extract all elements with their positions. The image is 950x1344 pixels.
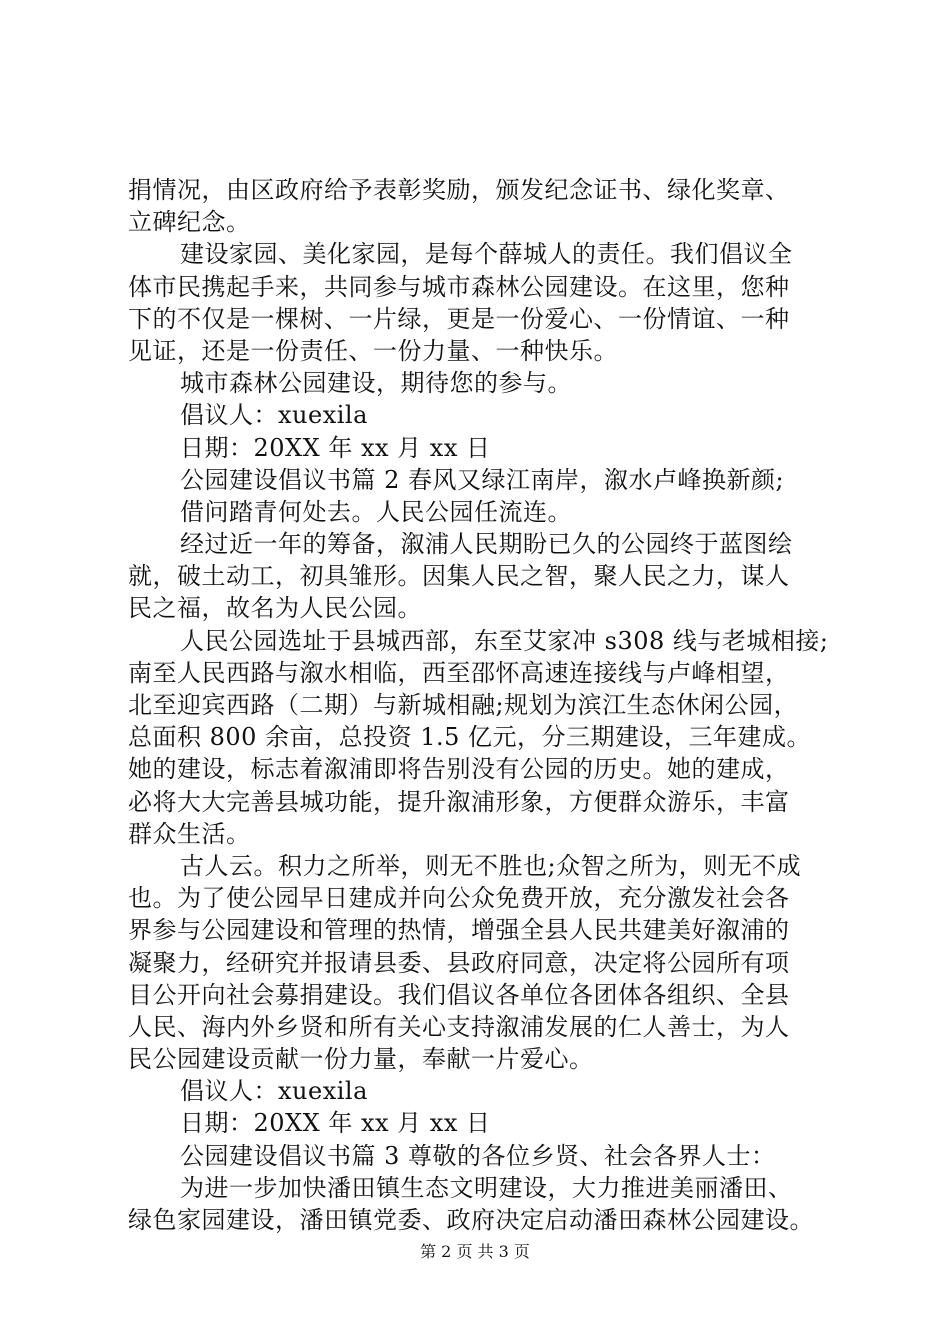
- text-line: 捐情况，由区政府给予表彰奖励，颁发纪念证书、绿化奖章、: [128, 176, 790, 204]
- text-line: 她的建设，标志着溆浦即将告别没有公园的历史。她的建成，: [128, 755, 790, 784]
- text-line: 见证，还是一份责任、一份力量、一种快乐。: [128, 336, 618, 365]
- text-line: 民之福，故名为人民公园。: [128, 594, 422, 623]
- text-line: 倡议人：xuexila: [180, 401, 368, 430]
- text-line: 必将大大完善县城功能，提升溆浦形象，方便群众游乐，丰富: [128, 787, 790, 816]
- text-line: 就，破土动工，初具雏形。因集人民之智，聚人民之力，谋人: [128, 562, 790, 591]
- text-line: 人民公园选址于县城西部，东至艾家冲 s308 线与老城相接;: [180, 626, 829, 655]
- text-line: 凝聚力，经研究并报请县委、县政府同意，决定将公园所有项: [128, 948, 790, 977]
- document-body: [128, 174, 848, 1236]
- text-line: 南至人民西路与溆水相临，西至邵怀高速连接线与卢峰相望，: [128, 658, 790, 687]
- text-line: 古人云。积力之所举，则无不胜也;众智之所为，则无不成: [180, 851, 802, 880]
- text-line: 目公开向社会募捐建设。我们倡议各单位各团体各组织、全县: [128, 980, 790, 1009]
- text-line: 绿色家园建设，潘田镇党委、政府决定启动潘田森林公园建设。: [128, 1206, 814, 1234]
- text-line: 人民、海内外乡贤和所有关心支持溆浦发展的仁人善士，为人: [128, 1012, 790, 1041]
- text-line: 借问踏青何处去。人民公园任流连。: [180, 497, 572, 526]
- text-line: 公园建设倡议书篇 2 春风又绿江南岸，溆水卢峰换新颜;: [180, 465, 785, 494]
- text-line: 日期：20XX 年 xx 月 xx 日: [180, 433, 491, 462]
- text-line: 群众生活。: [128, 819, 251, 848]
- page-footer: 第 2 页 共 3 页: [420, 1242, 530, 1261]
- text-line: 经过近一年的筹备，溆浦人民期盼已久的公园终于蓝图绘: [180, 530, 793, 559]
- text-line: 体市民携起手来，共同参与城市森林公园建设。在这里，您种: [128, 272, 790, 301]
- text-line: 公园建设倡议书篇 3 尊敬的各位乡贤、社会各界人士：: [180, 1141, 776, 1170]
- text-line: 城市森林公园建设，期待您的参与。: [180, 369, 572, 398]
- text-line: 日期：20XX 年 xx 月 xx 日: [180, 1109, 491, 1138]
- text-line: 下的不仅是一棵树、一片绿，更是一份爱心、一份情谊、一种: [128, 304, 790, 333]
- text-line: 立碑纪念。: [128, 208, 251, 237]
- text-line: 为进一步加快潘田镇生态文明建设，大力推进美丽潘田、: [180, 1173, 793, 1202]
- text-line: 也。为了使公园早日建成并向公众免费开放，充分激发社会各: [128, 884, 790, 913]
- text-line: 北至迎宾西路（二期）与新城相融;规划为滨江生态休闲公园，: [128, 691, 799, 719]
- text-line: 倡议人：xuexila: [180, 1077, 368, 1106]
- text-line: 界参与公园建设和管理的热情，增强全县人民共建美好溆浦的: [128, 916, 790, 945]
- text-line: 建设家园、美化家园，是每个薛城人的责任。我们倡议全: [180, 240, 793, 269]
- text-line: 总面积 800 余亩，总投资 1.5 亿元，分三期建设，三年建成。: [128, 723, 811, 752]
- text-line: 民公园建设贡献一份力量，奉献一片爱心。: [128, 1045, 594, 1074]
